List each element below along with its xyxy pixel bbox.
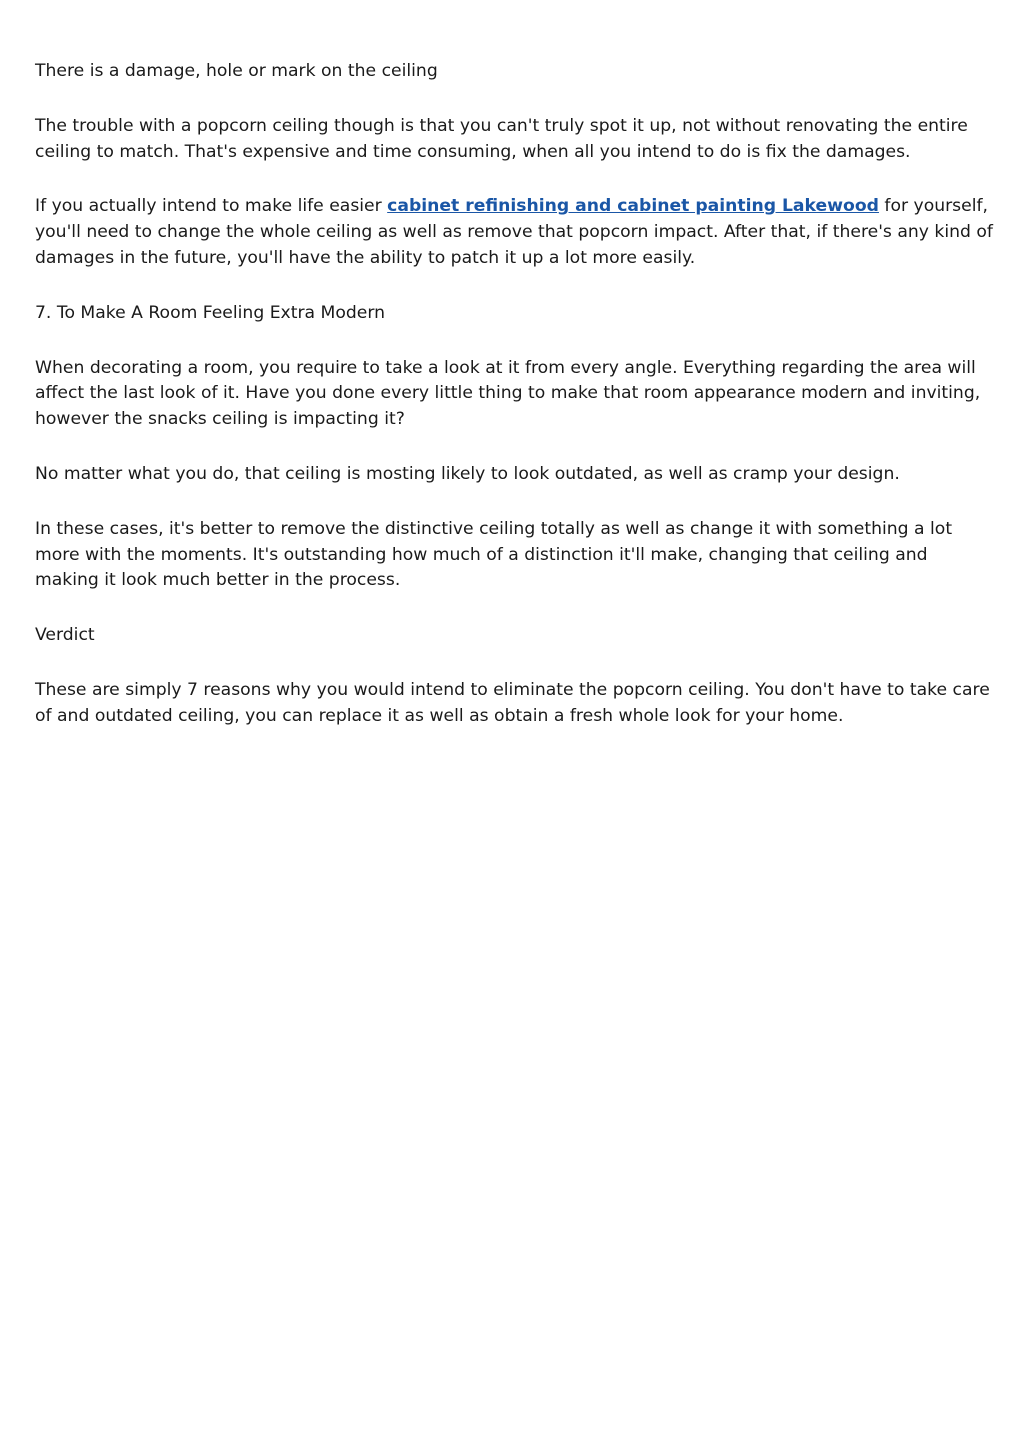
- document-body: [35, 59, 993, 759]
- paragraph-decorating-room: When decorating a room, you require to take a look at it from every angle. Everything regarding the area will affect the last look of it. Have you done every little thing to make that room appearance modern and inviting, however the snacks ceiling is impacting it?: [35, 357, 981, 430]
- paragraph-conclusion: These are simply 7 reasons why you would intend to eliminate the popcorn ceiling. You don't have to take care of and outdated ceiling, you can replace it as well as obtain a fresh whole look for your home.: [35, 679, 990, 726]
- section-heading-verdict: Verdict: [35, 625, 95, 646]
- cabinet-refinishing-link[interactable]: cabinet refinishing and cabinet painting Lakewood: [387, 196, 879, 217]
- paragraph-text-before-link: If you actually intend to make life easier: [35, 196, 388, 217]
- paragraph-remove-ceiling: In these cases, it's better to remove the distinctive ceiling totally as well as change it with something a lot more with the moments. It's outstanding how much of a distinction it'll make, changing that ceiling and making it look much better in the process.: [35, 518, 953, 591]
- paragraph-outdated-ceiling: No matter what you do, that ceiling is mosting likely to look outdated, as well as cramp your design.: [35, 463, 900, 484]
- paragraph-damage-heading: There is a damage, hole or mark on the ceiling: [35, 61, 438, 81]
- paragraph-text-after-link: for yourself, you'll need to change the whole ceiling as well as remove that popcorn impact. After that, if there's any kind of damages in the future, you'll have the ability to patch it up a lot more easily.: [35, 196, 993, 268]
- paragraph-make-life-easier: [35, 194, 993, 271]
- section-heading-modern: 7. To Make A Room Feeling Extra Modern: [35, 302, 386, 323]
- paragraph-popcorn-trouble: The trouble with a popcorn ceiling though is that you can't truly spot it up, not without renovating the entire ceiling to match. That's expensive and time consuming, when all you intend to do is fix the damages.: [35, 115, 968, 162]
